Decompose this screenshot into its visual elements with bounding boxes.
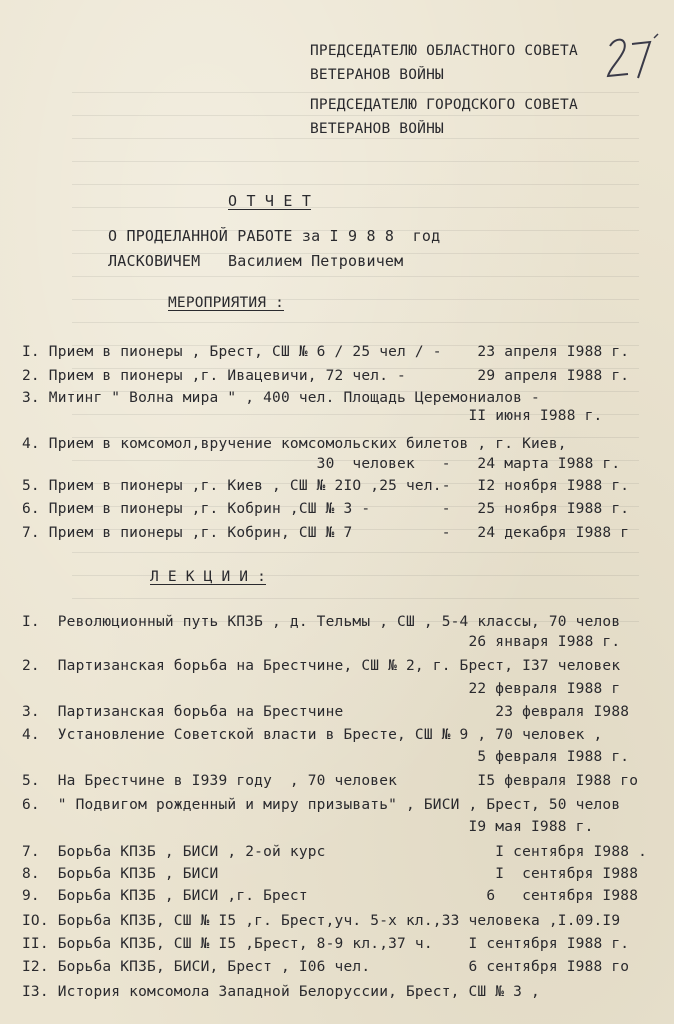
lecture-line: 26 января I988 г.	[22, 634, 621, 650]
lecture-line: 4. Установление Советской власти в Бресте, СШ № 9 , 70 человек ,	[22, 727, 603, 743]
event-line: 4. Прием в комсомол,вручение комсомольских билетов , г. Киев,	[22, 436, 567, 452]
lecture-line: I. Революционный путь КПЗБ , д. Тельмы , СШ , 5-4 классы, 70 челов	[22, 614, 621, 630]
event-line: I. Прием в пионеры , Брест, СШ № 6 / 25 чел / - 23 апреля I988 г.	[22, 344, 630, 360]
lecture-line: 3. Партизанская борьба на Брестчине 23 февраля I988	[22, 704, 630, 720]
event-line: 3. Митинг " Волна мира " , 400 чел. Площадь Церемониалов -	[22, 390, 540, 406]
event-line: 2. Прием в пионеры ,г. Ивацевичи, 72 чел. - 29 апреля I988 г.	[22, 368, 630, 384]
event-line: 30 человек - 24 марта I988 г.	[22, 456, 621, 472]
event-line: 6. Прием в пионеры ,г. Кобрин ,СШ № 3 - - 25 ноября I988 г.	[22, 501, 630, 517]
lecture-line: 5. На Брестчине в I939 году , 70 человек I5 февраля I988 го	[22, 773, 639, 789]
addressee-line-2: ВЕТЕРАНОВ ВОЙНЫ	[310, 67, 444, 83]
lecture-line: I9 мая I988 г.	[22, 819, 594, 835]
lectures-heading: Л Е К Ц И И :	[150, 569, 267, 585]
lecture-line: I3. История комсомола Западной Белоруссии, Брест, СШ № 3 ,	[22, 984, 540, 1000]
lecture-line: II. Борьба КПЗБ, СШ № I5 ,Брест, 8-9 кл.,37 ч. I сентября I988 г.	[22, 936, 630, 952]
document-title: О Т Ч Е Т	[228, 192, 312, 210]
event-line: 5. Прием в пионеры ,г. Киев , СШ № 2IO ,25 чел.- I2 ноября I988 г.	[22, 478, 630, 494]
lecture-line: 9. Борьба КПЗБ , БИСИ ,г. Брест 6 сентября I988	[22, 888, 639, 904]
events-heading: МЕРОПРИЯТИЯ :	[168, 295, 285, 311]
lecture-line: 6. " Подвигом рожденный и миру призывать" , БИСИ , Брест, 50 челов	[22, 797, 621, 813]
lecture-line: 7. Борьба КПЗБ , БИСИ , 2-ой курс I сентября I988 .	[22, 844, 648, 860]
lecture-line: 2. Партизанская борьба на Брестчине, СШ № 2, г. Брест, I37 человек	[22, 658, 621, 674]
author-name: ЛАСКОВИЧЕМ Василием Петровичем	[108, 252, 404, 270]
lecture-line: 8. Борьба КПЗБ , БИСИ I сентября I988	[22, 866, 639, 882]
addressee-line-1: ПРЕДСЕДАТЕЛЮ ОБЛАСТНОГО СОВЕТА	[310, 43, 578, 59]
document-subtitle: О ПРОДЕЛАННОЙ РАБОТЕ за I 9 8 8 год	[108, 227, 441, 245]
lecture-line: IO. Борьба КПЗБ, СШ № I5 ,г. Брест,уч. 5-х кл.,33 человека ,I.09.I9	[22, 913, 621, 929]
lecture-line: 5 февраля I988 г.	[22, 749, 630, 765]
lecture-line: I2. Борьба КПЗБ, БИСИ, Брест , I06 чел. 6 сентября I988 го	[22, 959, 630, 975]
event-line: II июня I988 г.	[22, 408, 603, 424]
addressee-line-3: ПРЕДСЕДАТЕЛЮ ГОРОДСКОГО СОВЕТА	[310, 97, 578, 113]
addressee-line-4: ВЕТЕРАНОВ ВОЙНЫ	[310, 121, 444, 137]
event-line: 7. Прием в пионеры ,г. Кобрин, СШ № 7 - 24 декабря I988 г	[22, 525, 630, 541]
handwritten-page-number	[604, 32, 660, 84]
lecture-line: 22 февраля I988 г	[22, 681, 621, 697]
